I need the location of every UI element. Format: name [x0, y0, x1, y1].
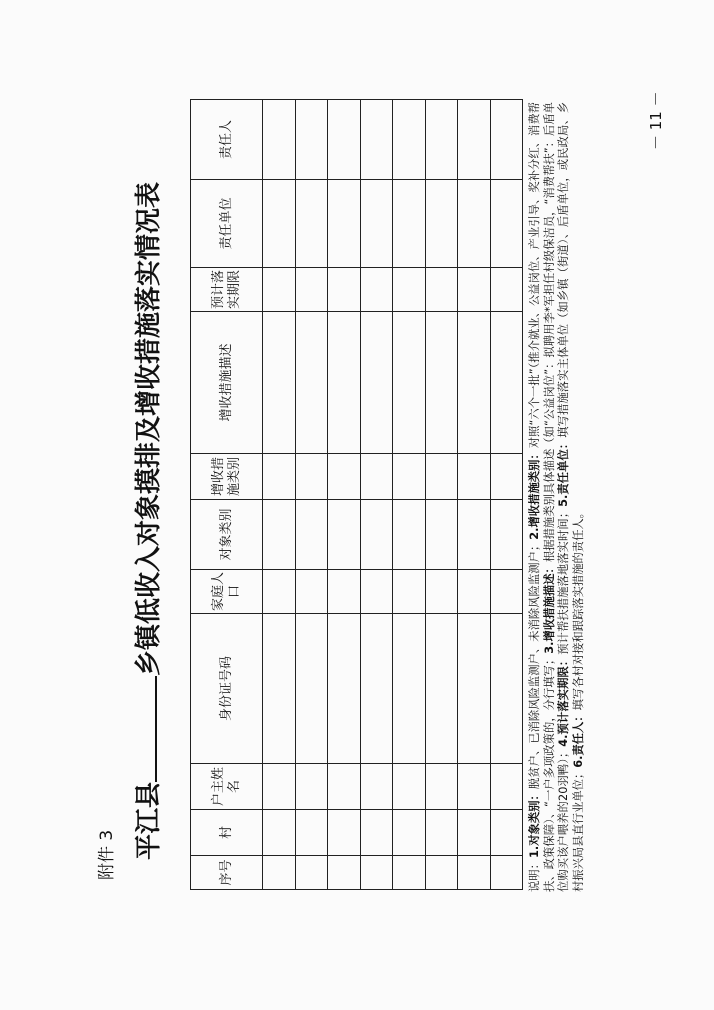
cell-seq[interactable]: [393, 856, 426, 890]
table-row: [360, 100, 393, 890]
table-row: [328, 100, 361, 890]
header-family-size: 家庭人口: [191, 570, 263, 614]
cell-measure-type[interactable]: [360, 454, 393, 500]
cell-deadline[interactable]: [490, 268, 523, 312]
cell-target-type[interactable]: [263, 500, 296, 570]
cell-village[interactable]: [393, 810, 426, 856]
cell-unit[interactable]: [328, 180, 361, 268]
cell-measure-desc[interactable]: [393, 312, 426, 454]
cell-measure-desc[interactable]: [458, 312, 491, 454]
cell-person[interactable]: [458, 100, 491, 180]
cell-householder[interactable]: [360, 764, 393, 810]
cell-person[interactable]: [425, 100, 458, 180]
cell-family-size[interactable]: [328, 570, 361, 614]
header-village: 村: [191, 810, 263, 856]
note-5-text: 填写措施落实主体单位（如乡镇（街道）、后盾单位，或民政局、乡村振兴局县直行业单位；: [557, 101, 585, 892]
cell-deadline[interactable]: [425, 268, 458, 312]
note-3-label: 3.增收措施描述：: [542, 562, 556, 654]
cell-target-type[interactable]: [328, 500, 361, 570]
cell-measure-desc[interactable]: [295, 312, 328, 454]
cell-householder[interactable]: [393, 764, 426, 810]
notes-prefix: 说明：: [528, 857, 541, 892]
note-6-label: 6.责任人：: [571, 710, 585, 768]
page-number: － 11 －: [647, 91, 665, 150]
survey-table: [190, 99, 523, 890]
header-measure-desc: 增收措施描述: [191, 312, 263, 454]
cell-unit[interactable]: [490, 180, 523, 268]
cell-person[interactable]: [490, 100, 523, 180]
cell-householder[interactable]: [263, 764, 296, 810]
cell-measure-type[interactable]: [393, 454, 426, 500]
cell-village[interactable]: [328, 810, 361, 856]
cell-measure-desc[interactable]: [490, 312, 523, 454]
cell-unit[interactable]: [263, 180, 296, 268]
cell-family-size[interactable]: [393, 570, 426, 614]
note-1-label: 1.对象类别：: [528, 789, 541, 858]
cell-measure-type[interactable]: [263, 454, 296, 500]
cell-measure-type[interactable]: [425, 454, 458, 500]
table-row: [263, 100, 296, 890]
table-notes: [528, 102, 586, 892]
cell-village[interactable]: [263, 810, 296, 856]
cell-unit[interactable]: [393, 180, 426, 268]
cell-measure-desc[interactable]: [360, 312, 393, 454]
header-deadline: 预计落实期限: [191, 268, 263, 312]
cell-deadline[interactable]: [328, 268, 361, 312]
cell-unit[interactable]: [425, 180, 458, 268]
cell-deadline[interactable]: [360, 268, 393, 312]
cell-householder[interactable]: [425, 764, 458, 810]
note-4-text: 预计帮扶措施落地落实时间；: [557, 506, 570, 655]
cell-target-type[interactable]: [458, 500, 491, 570]
cell-target-type[interactable]: [295, 500, 328, 570]
attachment-label: 附件 3: [97, 829, 117, 880]
cell-family-size[interactable]: [360, 570, 393, 614]
title-suffix: 乡镇低收入对象摸排及增收措施落实情况表: [134, 181, 164, 676]
cell-person[interactable]: [328, 100, 361, 180]
cell-village[interactable]: [458, 810, 491, 856]
cell-deadline[interactable]: [393, 268, 426, 312]
cell-measure-desc[interactable]: [425, 312, 458, 454]
cell-village[interactable]: [360, 810, 393, 856]
note-4-label: 4.预计落实期限：: [557, 654, 570, 747]
note-1-text: 脱贫户、已消除风险监测户、未消除风险监测户；: [528, 539, 541, 790]
cell-id-number[interactable]: [328, 614, 361, 764]
cell-seq[interactable]: [425, 856, 458, 890]
cell-seq[interactable]: [360, 856, 393, 890]
table-row: [425, 100, 458, 890]
cell-unit[interactable]: [295, 180, 328, 268]
cell-family-size[interactable]: [425, 570, 458, 614]
table-row: [295, 100, 328, 890]
cell-seq[interactable]: [328, 856, 361, 890]
cell-measure-type[interactable]: [458, 454, 491, 500]
cell-village[interactable]: [295, 810, 328, 856]
header-row: [191, 100, 263, 890]
cell-seq[interactable]: [263, 856, 296, 890]
cell-village[interactable]: [490, 810, 523, 856]
title-blank-line[interactable]: [133, 676, 157, 782]
table-row: [490, 100, 523, 890]
cell-householder[interactable]: [458, 764, 491, 810]
cell-seq[interactable]: [458, 856, 491, 890]
header-measure-type: 增收措施类别: [191, 454, 263, 500]
note-2-label: 2.增收措施类别：: [528, 448, 541, 540]
header-unit: 责任单位: [191, 180, 263, 268]
note-5-label: 5.责任单位：: [557, 437, 570, 507]
cell-seq[interactable]: [295, 856, 328, 890]
cell-person[interactable]: [393, 100, 426, 180]
header-person: 责任人: [191, 100, 263, 180]
cell-householder[interactable]: [490, 764, 523, 810]
header-seq: 序号: [191, 856, 263, 890]
cell-measure-desc[interactable]: [263, 312, 296, 454]
cell-deadline[interactable]: [458, 268, 491, 312]
cell-id-number[interactable]: [360, 614, 393, 764]
cell-id-number[interactable]: [263, 614, 296, 764]
cell-family-size[interactable]: [458, 570, 491, 614]
cell-id-number[interactable]: [425, 614, 458, 764]
cell-householder[interactable]: [328, 764, 361, 810]
cell-family-size[interactable]: [263, 570, 296, 614]
cell-target-type[interactable]: [490, 500, 523, 570]
note-6-text: 填写各村对接和跟踪落实措施的责任人。: [571, 507, 585, 711]
cell-person[interactable]: [295, 100, 328, 180]
cell-village[interactable]: [425, 810, 458, 856]
header-householder: 户主姓名: [191, 764, 263, 810]
cell-id-number[interactable]: [393, 614, 426, 764]
cell-target-type[interactable]: [425, 500, 458, 570]
note-3-text: 根据措施类别具体描述（如“公益岗位”：拟聘用李*军担任村级保洁员，“消费帮扶”：后盾单位购买该户喂养的20羽鸭）；: [542, 102, 570, 892]
cell-unit[interactable]: [360, 180, 393, 268]
cell-measure-type[interactable]: [295, 454, 328, 500]
cell-measure-desc[interactable]: [328, 312, 361, 454]
cell-family-size[interactable]: [490, 570, 523, 614]
cell-id-number[interactable]: [458, 614, 491, 764]
cell-deadline[interactable]: [295, 268, 328, 312]
page-title: [128, 182, 165, 860]
title-county: 平江县: [134, 781, 164, 860]
table-row: [458, 100, 491, 890]
cell-id-number[interactable]: [490, 614, 523, 764]
cell-measure-type[interactable]: [490, 454, 523, 500]
header-id-number: 身份证号码: [191, 614, 263, 764]
note-2-text: 对照“六个一批”（推介就业、公益岗位、产业引导、奖补分红、消费帮扶、政策保障）、“一户多项政策的，分行填写；: [528, 102, 556, 892]
cell-seq[interactable]: [490, 856, 523, 890]
header-target-type: 对象类别: [191, 500, 263, 570]
cell-id-number[interactable]: [295, 614, 328, 764]
cell-target-type[interactable]: [360, 500, 393, 570]
cell-householder[interactable]: [295, 764, 328, 810]
cell-person[interactable]: [263, 100, 296, 180]
cell-family-size[interactable]: [295, 570, 328, 614]
table-row: [393, 100, 426, 890]
cell-target-type[interactable]: [393, 500, 426, 570]
cell-person[interactable]: [360, 100, 393, 180]
cell-deadline[interactable]: [263, 268, 296, 312]
cell-unit[interactable]: [458, 180, 491, 268]
cell-measure-type[interactable]: [328, 454, 361, 500]
